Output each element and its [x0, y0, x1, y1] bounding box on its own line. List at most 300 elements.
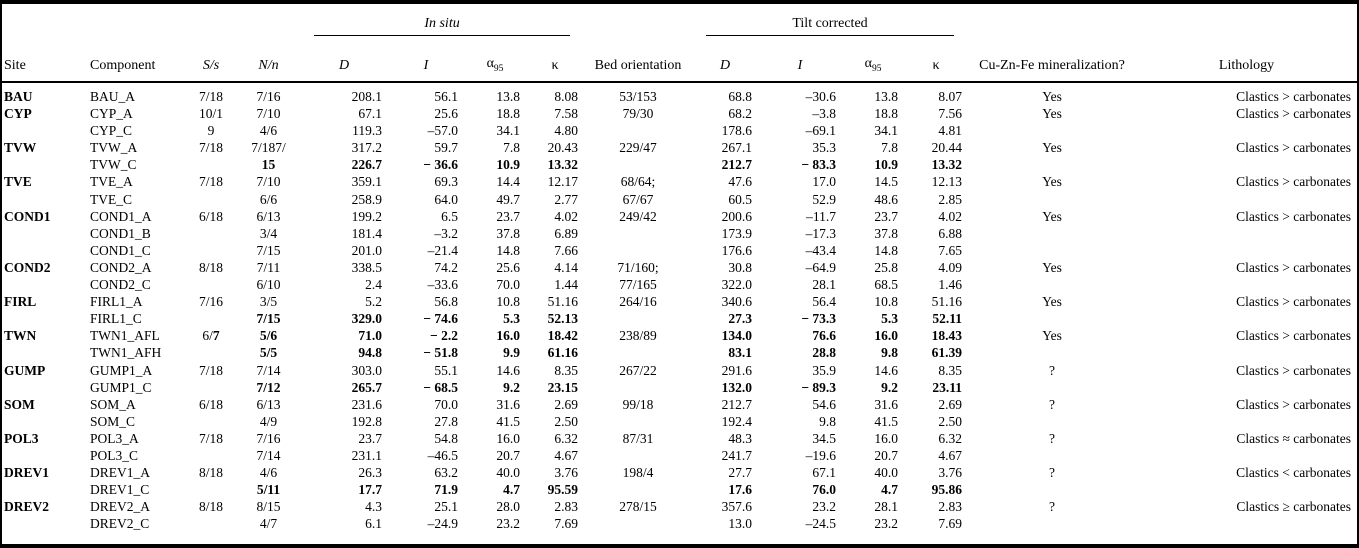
cell-insitu-kappa: 23.15 — [547, 379, 579, 395]
cell-lithology — [1136, 413, 1357, 430]
cell-tilt-kappa: 2.85 — [938, 191, 963, 207]
cell-n-ratio: 6/13 — [256, 396, 281, 412]
cell-site: COND2 — [4, 259, 51, 275]
cell-insitu-i: 25.1 — [434, 499, 458, 515]
cell-mineralization: ? — [1049, 430, 1056, 446]
cell-component: TVW_C — [90, 157, 137, 173]
cell-insitu-d: 26.3 — [358, 465, 382, 481]
cell-component: FIRL1_C — [90, 311, 142, 327]
cell-tilt-i: –69.1 — [805, 123, 837, 139]
cell-insitu-d: 5.2 — [365, 294, 382, 310]
cell-n-ratio: 7/15 — [256, 242, 281, 258]
cell-component: GUMP1_A — [90, 362, 153, 378]
cell-insitu-i: − 2.2 — [430, 328, 458, 344]
cell-lithology — [1136, 191, 1357, 208]
cell-insitu-kappa: 2.69 — [554, 396, 579, 412]
table-row — [2, 327, 1357, 344]
table-row — [2, 362, 1357, 379]
cell-component: COND1_C — [90, 242, 151, 258]
cell-insitu-kappa: 2.83 — [554, 499, 579, 515]
cell-tilt-i: –24.5 — [805, 516, 837, 532]
cell-insitu-kappa: 95.59 — [547, 482, 579, 498]
cell-lithology: Clastics ≥ carbonates — [1236, 499, 1352, 515]
cell-lithology — [1136, 344, 1357, 361]
col-header-tilt-d: D — [692, 36, 758, 82]
cell-mineralization — [968, 191, 1136, 208]
cell-site: TVE — [4, 174, 32, 190]
col-header-insitu-alpha95 — [464, 36, 526, 82]
cell-tilt-d: 13.0 — [728, 516, 753, 532]
cell-lithology: Clastics > carbonates — [1236, 208, 1352, 224]
group-header-row — [2, 4, 1357, 36]
cell-insitu-alpha95: 14.4 — [496, 174, 520, 190]
cell-tilt-alpha95: 48.6 — [874, 191, 899, 207]
cell-insitu-d: 208.1 — [351, 89, 382, 104]
cell-insitu-i: 6.5 — [441, 208, 458, 224]
cell-n-ratio: 6/6 — [259, 191, 278, 207]
cell-insitu-i: 25.6 — [434, 106, 458, 122]
cell-insitu-i: 56.1 — [434, 89, 458, 104]
cell-bed-orientation: 68/64; — [620, 174, 656, 190]
cell-insitu-i: –24.9 — [427, 516, 458, 532]
cell-mineralization: Yes — [1042, 106, 1062, 122]
cell-tilt-kappa: 2.69 — [938, 396, 963, 412]
cell-s-ratio — [185, 242, 237, 259]
cell-s-ratio: 10/1 — [198, 106, 223, 122]
table-row — [2, 105, 1357, 122]
cell-insitu-i: 74.2 — [434, 259, 458, 275]
cell-insitu-kappa: 3.76 — [554, 465, 579, 481]
cell-tilt-alpha95: 7.8 — [881, 140, 899, 156]
cell-n-ratio: 7/14 — [256, 447, 281, 463]
table-row — [2, 156, 1357, 173]
cell-insitu-d: 201.0 — [351, 242, 382, 258]
cell-insitu-alpha95: 14.8 — [496, 242, 520, 258]
cell-component: GUMP1_C — [90, 379, 152, 395]
cell-insitu-alpha95: 13.8 — [496, 89, 520, 104]
cell-insitu-alpha95: 34.1 — [496, 123, 520, 139]
cell-component: TVW_A — [90, 140, 138, 156]
table-row — [2, 173, 1357, 190]
cell-tilt-alpha95: 9.2 — [881, 379, 899, 395]
table-row — [2, 413, 1357, 430]
cell-insitu-alpha95: 9.2 — [503, 379, 520, 395]
cell-insitu-d: 17.7 — [358, 482, 382, 498]
cell-insitu-d: 226.7 — [351, 157, 382, 173]
cell-lithology: Clastics ≈ carbonates — [1236, 430, 1352, 446]
cell-bed-orientation: 53/153 — [619, 89, 657, 104]
cell-tilt-kappa: 23.11 — [932, 379, 963, 395]
table-header — [2, 4, 1357, 82]
cell-insitu-alpha95: 37.8 — [496, 225, 520, 241]
cell-n-ratio: 7/187/ — [251, 140, 286, 156]
cell-tilt-i: –3.8 — [812, 106, 837, 122]
cell-mineralization — [968, 242, 1136, 259]
cell-bed-orientation — [584, 225, 692, 242]
cell-component: SOM_A — [90, 396, 136, 412]
cell-insitu-d: 199.2 — [351, 208, 382, 224]
cell-mineralization: Yes — [1042, 328, 1062, 344]
cell-insitu-d: 2.4 — [365, 277, 382, 293]
cell-insitu-d: 317.2 — [351, 140, 382, 156]
cell-component: CYP_A — [90, 106, 133, 122]
cell-insitu-i: 56.8 — [434, 294, 458, 310]
cell-component: COND1_B — [90, 225, 151, 241]
cell-bed-orientation — [584, 379, 692, 396]
cell-s-ratio — [185, 276, 237, 293]
group-header-spacer — [968, 4, 1357, 36]
cell-tilt-d: 30.8 — [728, 259, 753, 275]
cell-tilt-d: 60.5 — [728, 191, 753, 207]
cell-n-ratio: 4/9 — [259, 413, 278, 429]
cell-s-ratio: 8/18 — [198, 499, 223, 515]
alpha-subscript: 95 — [871, 64, 882, 74]
cell-tilt-alpha95: 23.2 — [874, 516, 899, 532]
cell-lithology: Clastics > carbonates — [1236, 106, 1352, 122]
cell-insitu-alpha95: 10.8 — [496, 294, 520, 310]
cell-tilt-d: 68.2 — [728, 106, 753, 122]
cell-tilt-kappa: 13.32 — [931, 157, 963, 173]
cell-insitu-alpha95: 16.0 — [496, 430, 520, 446]
cell-insitu-d: 71.0 — [358, 328, 382, 344]
table-row — [2, 259, 1357, 276]
cell-tilt-i: 23.2 — [812, 499, 837, 515]
cell-lithology — [1136, 122, 1357, 139]
cell-insitu-alpha95: 14.6 — [496, 362, 520, 378]
cell-lithology: Clastics > carbonates — [1236, 362, 1352, 378]
cell-tilt-alpha95: 14.6 — [874, 362, 899, 378]
cell-lithology — [1136, 515, 1357, 532]
table-row — [2, 396, 1357, 413]
cell-insitu-alpha95: 23.2 — [496, 516, 520, 532]
col-header-s-ratio: S/s — [185, 36, 237, 82]
cell-n-ratio: 6/13 — [256, 208, 281, 224]
cell-site: COND1 — [4, 208, 51, 224]
cell-lithology — [1136, 481, 1357, 498]
cell-tilt-i: 28.8 — [812, 345, 837, 361]
cell-s-ratio — [185, 379, 237, 396]
cell-insitu-alpha95: 41.5 — [496, 413, 520, 429]
cell-s-ratio: 7/16 — [198, 294, 223, 310]
table-row — [2, 139, 1357, 156]
cell-lithology — [1136, 379, 1357, 396]
cell-n-ratio: 7/11 — [256, 259, 281, 275]
cell-bed-orientation: 198/4 — [622, 465, 654, 481]
cell-component: POL3_C — [90, 447, 139, 463]
table-row — [2, 310, 1357, 327]
cell-mineralization — [968, 344, 1136, 361]
cell-tilt-kappa: 12.13 — [931, 174, 963, 190]
table-row — [2, 447, 1357, 464]
cell-mineralization — [968, 122, 1136, 139]
alpha-subscript: 95 — [493, 64, 504, 74]
cell-insitu-i: 27.8 — [434, 413, 458, 429]
cell-tilt-i: –11.7 — [806, 208, 837, 224]
cell-insitu-kappa: 51.16 — [547, 294, 579, 310]
cell-tilt-kappa: 4.81 — [938, 123, 963, 139]
cell-site: BAU — [4, 89, 33, 104]
cell-s-ratio: 8/18 — [198, 259, 223, 275]
tilt-corrected-group-label: Tilt corrected — [792, 16, 868, 31]
cell-lithology: Clastics < carbonates — [1236, 465, 1352, 481]
cell-n-ratio: 7/10 — [256, 174, 281, 190]
col-header-insitu-d: D — [300, 36, 388, 82]
cell-tilt-kappa: 52.11 — [932, 311, 963, 327]
cell-tilt-alpha95: 68.5 — [874, 277, 899, 293]
cell-s-ratio: 7/18 — [198, 362, 223, 378]
cell-insitu-kappa: 7.58 — [554, 106, 579, 122]
cell-insitu-kappa: 8.35 — [554, 362, 579, 378]
cell-s-ratio — [185, 481, 237, 498]
cell-insitu-d: 119.3 — [352, 123, 382, 139]
cell-tilt-alpha95: 10.9 — [874, 157, 899, 173]
cell-insitu-i: 55.1 — [434, 362, 458, 378]
cell-component: SOM_C — [90, 413, 136, 429]
cell-lithology: Clastics > carbonates — [1236, 140, 1352, 156]
cell-tilt-d: 178.6 — [721, 123, 753, 139]
table-row — [2, 276, 1357, 293]
cell-insitu-d: 231.1 — [351, 447, 382, 463]
paleomagnetic-data-table — [2, 4, 1357, 532]
cell-site: TWN — [4, 328, 37, 344]
cell-n-ratio: 4/7 — [259, 516, 278, 532]
cell-insitu-alpha95: 28.0 — [496, 499, 520, 515]
cell-tilt-kappa: 2.83 — [938, 499, 963, 515]
cell-s-ratio: 8/18 — [198, 465, 223, 481]
cell-mineralization: Yes — [1042, 259, 1062, 275]
cell-insitu-d: 181.4 — [351, 225, 382, 241]
cell-tilt-d: 27.3 — [728, 311, 753, 327]
cell-insitu-d: 329.0 — [351, 311, 382, 327]
cell-bed-orientation — [584, 122, 692, 139]
cell-tilt-i: 76.0 — [812, 482, 837, 498]
cell-mineralization — [968, 225, 1136, 242]
cell-mineralization: Yes — [1042, 208, 1062, 224]
cell-component: COND2_C — [90, 277, 151, 293]
cell-s-ratio — [185, 225, 237, 242]
cell-bed-orientation: 79/30 — [622, 106, 654, 122]
cell-tilt-i: 34.5 — [812, 430, 837, 446]
col-header-site: Site — [2, 36, 88, 82]
cell-site — [2, 156, 88, 173]
cell-tilt-kappa: 3.76 — [938, 465, 963, 481]
cell-tilt-i: –30.6 — [805, 89, 837, 104]
cell-mineralization: ? — [1049, 362, 1056, 378]
cell-tilt-d: 134.0 — [721, 328, 753, 344]
cell-tilt-d: 192.4 — [721, 413, 753, 429]
cell-tilt-kappa: 1.46 — [938, 277, 963, 293]
col-header-lithology: Lithology — [1136, 36, 1357, 82]
cell-tilt-kappa: 2.50 — [938, 413, 963, 429]
cell-bed-orientation — [584, 481, 692, 498]
cell-mineralization — [968, 515, 1136, 532]
cell-bed-orientation: 99/18 — [622, 396, 654, 412]
cell-insitu-kappa: 7.69 — [554, 516, 579, 532]
alpha-symbol: α — [864, 56, 872, 72]
cell-site — [2, 447, 88, 464]
table-row — [2, 82, 1357, 105]
cell-tilt-d: 241.7 — [721, 447, 753, 463]
cell-bed-orientation — [584, 310, 692, 327]
cell-component: DREV2_C — [90, 516, 150, 532]
cell-mineralization: Yes — [1042, 294, 1062, 310]
table-body — [2, 82, 1357, 532]
cell-component: DREV2_A — [90, 499, 150, 515]
cell-insitu-d: 4.3 — [365, 499, 382, 515]
cell-insitu-i: –33.6 — [427, 277, 458, 293]
cell-tilt-d: 48.3 — [728, 430, 753, 446]
cell-insitu-i: 63.2 — [434, 465, 458, 481]
cell-mineralization — [968, 481, 1136, 498]
cell-s-ratio: 7/18 — [198, 174, 223, 190]
cell-insitu-kappa: 6.89 — [554, 225, 579, 241]
cell-insitu-kappa: 52.13 — [547, 311, 579, 327]
cell-insitu-kappa: 8.08 — [554, 89, 579, 104]
table-row — [2, 430, 1357, 447]
cell-n-ratio: 7/16 — [256, 89, 281, 104]
cell-mineralization — [968, 156, 1136, 173]
cell-site — [2, 276, 88, 293]
cell-insitu-alpha95: 23.7 — [496, 208, 520, 224]
cell-lithology — [1136, 447, 1357, 464]
cell-n-ratio: 5/5 — [259, 345, 278, 361]
cell-tilt-alpha95: 20.7 — [874, 447, 899, 463]
cell-insitu-i: − 36.6 — [423, 157, 458, 173]
cell-bed-orientation: 71/160; — [617, 259, 659, 275]
cell-insitu-kappa: 12.17 — [547, 174, 579, 190]
cell-tilt-i: 67.1 — [812, 465, 837, 481]
cell-tilt-d: 176.6 — [721, 242, 753, 258]
cell-s-ratio — [185, 447, 237, 464]
cell-insitu-kappa: 4.14 — [554, 259, 579, 275]
group-header-in-situ — [300, 4, 584, 36]
cell-site: FIRL — [4, 294, 37, 310]
cell-n-ratio: 5/11 — [256, 482, 281, 498]
cell-component: BAU_A — [90, 89, 136, 104]
cell-tilt-i: 35.9 — [812, 362, 837, 378]
cell-lithology — [1136, 310, 1357, 327]
cell-tilt-alpha95: 16.0 — [874, 430, 899, 446]
cell-mineralization — [968, 276, 1136, 293]
table-row — [2, 208, 1357, 225]
cell-mineralization: ? — [1049, 499, 1056, 515]
cell-tilt-kappa: 8.35 — [938, 362, 963, 378]
cell-component: COND2_A — [90, 259, 152, 275]
cell-tilt-kappa: 6.32 — [938, 430, 963, 446]
cell-site — [2, 122, 88, 139]
cell-insitu-d: 23.7 — [358, 430, 382, 446]
cell-insitu-i: − 74.6 — [423, 311, 458, 327]
cell-tilt-i: –43.4 — [805, 242, 837, 258]
cell-site: DREV2 — [4, 499, 50, 515]
cell-lithology: Clastics > carbonates — [1236, 259, 1352, 275]
cell-tilt-alpha95: 5.3 — [881, 311, 899, 327]
cell-tilt-kappa: 4.09 — [938, 259, 963, 275]
cell-tilt-alpha95: 4.7 — [881, 482, 899, 498]
cell-insitu-i: –57.0 — [427, 123, 458, 139]
cell-tilt-alpha95: 25.8 — [874, 259, 899, 275]
cell-component: FIRL1_A — [90, 294, 143, 310]
cell-tilt-d: 132.0 — [721, 379, 753, 395]
cell-tilt-i: –19.6 — [805, 447, 837, 463]
cell-tilt-d: 27.7 — [728, 465, 753, 481]
table-row — [2, 481, 1357, 498]
cell-tilt-kappa: 7.65 — [938, 242, 963, 258]
cell-tilt-i: − 83.3 — [801, 157, 837, 173]
cell-component: TWN1_AFL — [90, 328, 160, 344]
cell-tilt-alpha95: 23.7 — [874, 208, 899, 224]
cell-tilt-i: 56.4 — [812, 294, 837, 310]
cell-s-ratio — [185, 156, 237, 173]
col-header-mineralization: Cu-Zn-Fe mineralization? — [968, 36, 1136, 82]
cell-component: DREV1_C — [90, 482, 150, 498]
cell-insitu-i: 64.0 — [434, 191, 458, 207]
cell-component: TVE_A — [90, 174, 133, 190]
cell-site: CYP — [4, 106, 32, 122]
cell-s-ratio — [185, 191, 237, 208]
cell-insitu-alpha95: 20.7 — [496, 447, 520, 463]
cell-bed-orientation: 87/31 — [622, 430, 654, 446]
cell-n-ratio: 8/15 — [256, 499, 281, 515]
cell-site — [2, 379, 88, 396]
cell-n-ratio: 7/16 — [256, 430, 281, 446]
cell-bed-orientation: 267/22 — [619, 362, 657, 378]
cell-bed-orientation — [584, 344, 692, 361]
cell-tilt-i: 35.3 — [812, 140, 837, 156]
cell-site: GUMP — [4, 362, 46, 378]
cell-site — [2, 191, 88, 208]
cell-tilt-kappa: 7.69 — [938, 516, 963, 532]
cell-insitu-alpha95: 49.7 — [496, 191, 520, 207]
cell-site: DREV1 — [4, 465, 50, 481]
cell-tilt-alpha95: 40.0 — [874, 465, 899, 481]
column-header-row — [2, 36, 1357, 82]
cell-insitu-d: 192.8 — [351, 413, 382, 429]
cell-mineralization: Yes — [1042, 89, 1062, 104]
table-row — [2, 515, 1357, 532]
table-row — [2, 122, 1357, 139]
cell-tilt-alpha95: 10.8 — [874, 294, 899, 310]
cell-tilt-d: 173.9 — [721, 225, 753, 241]
cell-tilt-i: − 89.3 — [801, 379, 837, 395]
cell-n-ratio: 7/10 — [256, 106, 281, 122]
cell-tilt-d: 291.6 — [721, 362, 753, 378]
cell-n-ratio: 15 — [261, 157, 276, 173]
cell-s-ratio — [185, 310, 237, 327]
cell-insitu-kappa: 1.44 — [554, 277, 579, 293]
cell-mineralization — [968, 413, 1136, 430]
cell-site — [2, 310, 88, 327]
col-header-n-ratio: N/n — [237, 36, 300, 82]
cell-mineralization: ? — [1049, 465, 1056, 481]
cell-insitu-kappa: 13.32 — [547, 157, 579, 173]
cell-mineralization: Yes — [1042, 174, 1062, 190]
cell-site — [2, 242, 88, 259]
cell-s-ratio: 6/18 — [198, 208, 223, 224]
cell-insitu-d: 338.5 — [351, 259, 382, 275]
cell-site — [2, 225, 88, 242]
cell-tilt-kappa: 95.86 — [931, 482, 963, 498]
cell-insitu-i: 70.0 — [434, 396, 458, 412]
cell-tilt-d: 200.6 — [721, 208, 753, 224]
cell-insitu-i: 71.9 — [434, 482, 458, 498]
cell-tilt-kappa: 20.44 — [931, 140, 963, 156]
cell-site — [2, 344, 88, 361]
cell-insitu-kappa: 61.16 — [547, 345, 579, 361]
cell-insitu-kappa: 20.43 — [547, 140, 579, 156]
cell-lithology — [1136, 225, 1357, 242]
group-header-tilt-corrected — [692, 4, 968, 36]
